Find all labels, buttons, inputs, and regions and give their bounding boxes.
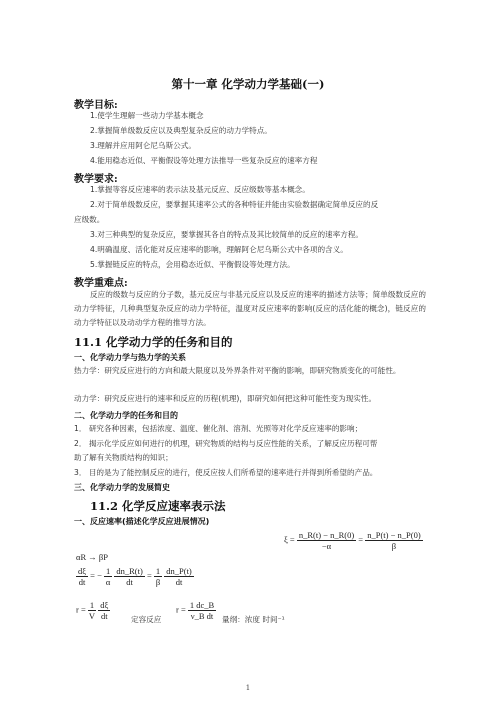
subsection-heading: 二、化学动力学的任务和目的 [74, 411, 178, 420]
requirement-item-cont: 应级数。 [74, 215, 105, 224]
constant-volume-label: 定容反应 [131, 615, 162, 624]
subsection-heading: 三、化学动力学的发展简史 [74, 483, 170, 492]
keypoints-paragraph: 反应的级数与反应的分子数，基元反应与非基元反应以及反应的速率的描述方法等；简单级数反应的动力学特征，几种典型复杂反应的动力学特征，温度对反应速率的影响(反应的活化能的概念)，链反应的动力学特征以及动动学方程的推导方法。 [74, 290, 426, 327]
requirement-item: 5.掌握链反应的特点，会用稳态近似、平衡假设等处理方法。 [90, 260, 295, 269]
objective-item: 2.掌握简单级数反应以及典型复杂反应的动力学特点。 [90, 126, 272, 135]
page-number: 1 [245, 684, 251, 692]
task-item: 2． 揭示化学反应如何进行的机理，研究物质的结构与反应性能的关系，了解反应历程可帮 [74, 439, 378, 448]
rate-formula: $\frac{d\xi}{dt}$ = − $\frac{1}{\alpha}$ $\frac{dn\_R(t)}{dt}$ = $\frac{1}{\beta}$ $\frac{dn\_P(t)}{dt}$ [78, 566, 192, 587]
chapter-title: 第十一章 化学动力学基础(一) [171, 77, 325, 91]
rate-b-formula: r = $\frac{1 dc\_B}{\text{ν\_B dt}}$ [176, 600, 215, 621]
objective-item: 4.能用稳态近似、平衡假设等处理方法推导一些复杂反应的速率方程 [90, 156, 318, 165]
requirement-item: 3.对三种典型的复杂反应，要掌握其各自的特点及其比较简单的反应的速率方程。 [90, 230, 364, 239]
task-item: 1． 研究各种因素，包括浓度、温度、催化剂、溶剂、光照等对化学反应速率的影响； [74, 424, 363, 433]
section-heading-11-2: 11.2 化学反应速率表示法 [90, 499, 226, 513]
requirement-item: 1.掌握等容反应速率的表示法及基元反应、反应级数等基本概念。 [90, 185, 310, 194]
section-heading-11-1: 11.1 化学动力学的任务和目的 [74, 335, 233, 349]
objective-item: 3.理解并应用阿仑尼乌斯公式。 [90, 141, 196, 150]
subsection-heading: 一、化学动力学与热力学的关系 [74, 353, 186, 362]
task-item: 3． 目的是为了能控制反应的进行，使反应按人们所希望的速率进行并得到所希望的产品。 [74, 468, 378, 477]
objectives-heading: 教学目标: [74, 100, 118, 111]
extent-formula: ξ = $\frac{n\_R(t) - n\_R(0)}{-\alpha}$ = $\frac{n\_P(t) - n\_P(0)}{\beta}$ [284, 530, 421, 551]
requirement-item: 4.明确温度、活化能对反应速率的影响，理解阿仑尼乌斯公式中各项的含义。 [90, 245, 348, 254]
rate-definition: r = $\frac{1}{V}$ $\frac{d\xi}{dt}$ [76, 600, 109, 621]
kinetics-paragraph: 动力学：研究反应进行的速率和反应的历程(机理)，即研究如何把这种可能性变为现实性。 [74, 394, 377, 403]
keypoints-heading: 教学重难点: [74, 278, 128, 289]
reaction-equation: αR → βP [76, 552, 108, 562]
thermo-paragraph: 热力学：研究反应进行的方向和最大限度以及外界条件对平衡的影响，即研究物质变化的可能性。 [74, 366, 401, 375]
objective-item: 1.使学生理解一些动力学基本概念 [90, 111, 204, 120]
dimension-label: 量纲：浓度 时间⁻¹ [222, 615, 285, 624]
requirements-heading: 教学要求: [74, 174, 118, 185]
subsection-heading: 一、反应速率(描述化学反应进展情况) [74, 517, 210, 526]
task-item-cont: 助了解有关物质结构的知识； [74, 453, 173, 462]
requirement-item: 2.对于简单级数反应，要掌握其速率公式的各种特征并能由实验数据确定简单反应的反 [90, 200, 379, 209]
